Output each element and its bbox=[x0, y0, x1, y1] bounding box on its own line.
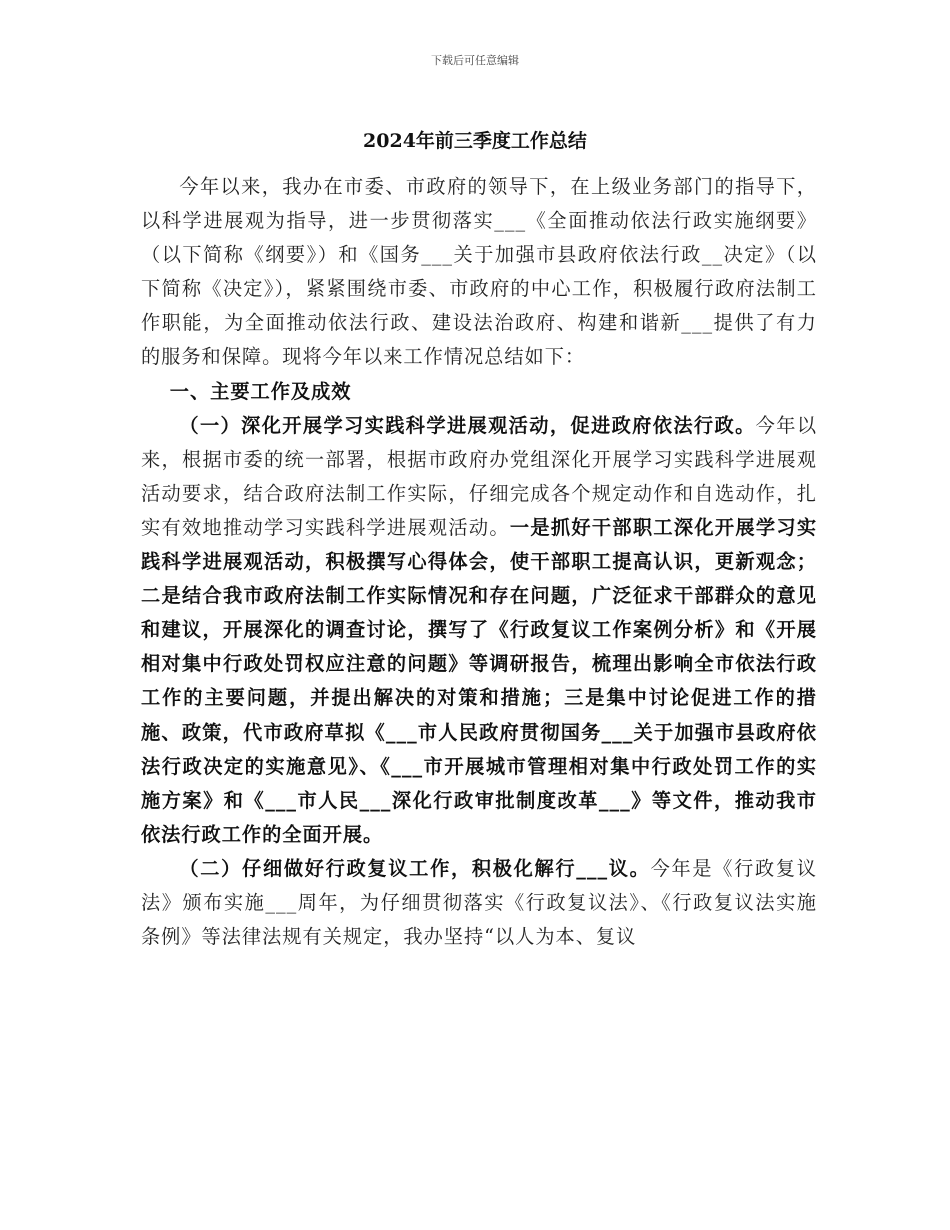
paragraph-1 bbox=[141, 409, 817, 852]
document-title: 2024年前三季度工作总结 bbox=[363, 130, 587, 152]
paragraph-2-title: （二）仔细做好行政复议工作，积极化解行___议。 bbox=[179, 856, 651, 880]
paragraph-2-body: 今年是《行政复议法》颁布实施___周年，为仔细贯彻落实《行政复议法》、《行政复议法实施条例》等法律法规有关规定，我办坚持“以人为本、复议 bbox=[141, 856, 817, 949]
paragraph-1-bold: 一是抓好干部职工深化开展学习实践科学进展观活动，积极撰写心得体会，使干部职工提高认识，更新观念；二是结合我市政府法制工作实际情况和存在问题，广泛征求干部群众的意见和建议，开展深化的调查讨论，撰写了《行政复议工作案例分析》和《开展相对集中行政处罚权应注意的问题》等调研报告，梳理出影响全市依法行政工作的主要问题，并提出解决的对策和措施；三是集中讨论促进工作的措施、政策，代市政府草拟《___市人民政府贯彻国务___关于加强市县政府依法行政决定的实施意见》、《___市开展城市管理相对集中行政处罚工作的实施方案》和《___市人民___深化行政审批制度改革___》等文件，推动我市依法行政工作的全面开展。 bbox=[141, 515, 818, 846]
intro-paragraph: 今年以来，我办在市委、市政府的领导下，在上级业务部门的指导下，以科学进展观为指导，进一步贯彻落实___《全面推动依法行政实施纲要》（以下简称《纲要》）和《国务___关于加强市县政府依法行政__决定》（以下简称《决定》），紧紧围绕市委、市政府的中心工作，积极履行政府法制工作职能，为全面推动依法行政、建设法治政府、构建和谐新___提供了有力的服务和保障。现将今年以来工作情况总结如下： bbox=[141, 175, 817, 369]
section-heading: 一、主要工作及成效 bbox=[169, 379, 352, 403]
document-body bbox=[141, 170, 817, 954]
paragraph-1-body: 今年以来，根据市委的统一部署，根据市政府办党组深化开展学习实践科学进展观活动要求，结合政府法制工作实际，仔细完成各个规定动作和自选动作，扎实有效地推动学习实践科学进展观活动。 bbox=[141, 413, 818, 539]
paragraph-1-title: （一）深化开展学习实践科学进展观活动，促进政府依法行政。 bbox=[179, 413, 756, 437]
header-note: 下载后可任意编辑 bbox=[431, 54, 519, 67]
paragraph-2 bbox=[141, 852, 817, 954]
